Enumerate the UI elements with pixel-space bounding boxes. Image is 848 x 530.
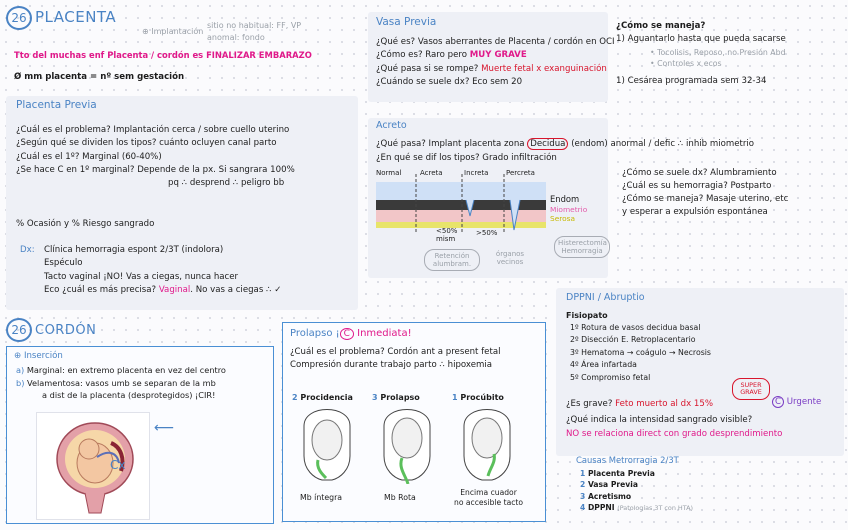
fig-3-caption-b: no accesible tacto xyxy=(454,497,524,507)
acreto-pct-2: >50% xyxy=(476,229,498,237)
dx-clinica: Clínica hemorragia espont 2/3T (indolora) xyxy=(44,245,224,255)
manejo-block xyxy=(616,20,786,89)
type-2-num: 3 xyxy=(372,393,378,402)
previa-dx-label: Dx: xyxy=(20,245,35,255)
acreto-manejo xyxy=(622,167,788,219)
cordon-number: 26 xyxy=(6,318,32,342)
dppni-title: DPPNI / Abruptio xyxy=(566,292,645,303)
fig-2-fetus xyxy=(392,418,422,458)
previa-title: Placenta Previa xyxy=(16,99,97,111)
placenta-header xyxy=(6,6,116,30)
dppni-fisio: Fisiopato xyxy=(566,311,608,320)
dppni-step-1: 1º Rotura de vasos decidua basal xyxy=(570,323,701,332)
previa-risk: % Ocasión y % Riesgo sangrado xyxy=(16,219,155,229)
insercion-b2: a dist de la placenta (desprotegidos) ¡CIR! xyxy=(42,390,216,401)
acreto-label-normal: Normal xyxy=(376,169,402,177)
cordon-title: CORDÓN xyxy=(35,323,97,338)
dppni-rel2: NO se relaciona direct con grado desprendimiento xyxy=(566,429,783,439)
causa-3: 3 Acretismo xyxy=(580,491,632,501)
vasa-lines xyxy=(376,36,615,89)
layer-endometrio xyxy=(376,200,546,210)
acreto-pct-1: <50% mism xyxy=(436,227,458,243)
previa-q4b: pq ∴ desprend ∴ peligro bb xyxy=(168,178,285,189)
causa-4: 4 DPPNI (Patologías 3T con HTA) xyxy=(580,503,694,513)
acreto-label-acreta: Acreta xyxy=(420,169,443,177)
causas-list xyxy=(580,468,693,514)
previa-q2: ¿Según qué se dividen los tipos? cuánto ocluyen canal parto xyxy=(16,138,277,149)
vasa-q3-text: ¿Qué pasa si se rompe? xyxy=(376,63,479,74)
implant-notes xyxy=(207,20,301,43)
uterus-figure xyxy=(36,412,150,520)
layer-miometrio xyxy=(376,210,546,222)
vasa-q3-muerte: Muerte fetal x exanguinación xyxy=(481,63,607,74)
causa-2: 2 Vasa Previa xyxy=(580,480,638,490)
acreto-q1-text: ¿Qué pasa? Implant placenta zona xyxy=(376,139,525,149)
dx-eco-note: . No vas a ciegas ∴ ✓ xyxy=(190,284,282,295)
vasa-title: Vasa Previa xyxy=(376,16,437,28)
causa-1: 1 Placenta Previa xyxy=(580,469,655,478)
fig-1-caption: Mb íntegra xyxy=(300,493,343,502)
manejo-b1: • Tocolisis, Reposo, no Presión Abd xyxy=(650,47,786,57)
vasa-q2-grave: MUY GRAVE xyxy=(469,50,527,61)
insercion-icon: ⊕ xyxy=(14,351,22,361)
acreto-q2: ¿En qué se dif los tipos? Grado infiltración xyxy=(376,153,557,163)
fig-3-svg xyxy=(456,406,518,484)
manejo-b2-text: Controles x ecos xyxy=(657,58,722,68)
dppni-grave-q: ¿Es grave? xyxy=(566,399,613,409)
fig-3-fetus xyxy=(472,418,502,458)
acreto-layer-legend xyxy=(550,194,587,223)
acreto-r2: ¿Cuál es su hemorragia? Postparto xyxy=(622,180,772,191)
dx-eco-vaginal: Vaginal xyxy=(158,284,191,295)
dppni-grave-a: Feto muerto al dx 15% xyxy=(615,399,714,409)
arrow-icon: ⟵ xyxy=(154,420,175,436)
fig-1-fetus xyxy=(312,420,342,460)
acreto-r1: ¿Cómo se suele dx? Alumbramiento xyxy=(622,168,777,178)
implant-label xyxy=(142,26,203,38)
urgent-c-icon: C xyxy=(772,396,784,408)
dx-eco xyxy=(44,284,281,297)
acreto-q1-rest: (endom) anormal / defic ∴ inhib miometrio xyxy=(571,139,755,149)
type-2-label: Prolapso xyxy=(380,393,420,402)
manejo-a1 xyxy=(616,33,786,46)
super-grave-badge: SUPER GRAVE xyxy=(732,378,770,400)
prolapso-title xyxy=(290,326,412,342)
previa-q1: ¿Cuál es el problema? Implantación cerca / sobre cuello uterino xyxy=(16,125,290,135)
causa-3-text: Acretismo xyxy=(587,491,632,501)
dppni-step-5: 5º Compromiso fetal xyxy=(570,372,651,382)
dppni-grave xyxy=(566,398,713,411)
legend-serosa: Serosa xyxy=(550,213,576,223)
cx-label: Cx xyxy=(110,458,126,472)
causa-4-text: DPPNI xyxy=(587,503,615,513)
prolapso-fig-2 xyxy=(376,406,438,484)
prolapso-q1: ¿Cuál es el problema? Cordón ant a present fetal xyxy=(290,347,501,357)
insercion-a xyxy=(16,364,226,377)
dppni-urgente-text: Urgente xyxy=(786,397,822,407)
type-3-num: 1 xyxy=(452,393,458,402)
placenta-number: 26 xyxy=(6,6,32,30)
acreto-note-organos: órganos vecinos xyxy=(495,250,525,267)
dx-tacto: Tacto vaginal ¡NO! Vas a ciegas, nunca hacer xyxy=(44,271,239,282)
dppni-step-3: 3º Hematoma → coágulo → Necrosis xyxy=(570,347,711,357)
insercion-title-text: Inserción xyxy=(23,351,63,361)
dppni-rel1: ¿Qué indica la intensidad sangrado visible? xyxy=(566,415,753,425)
acreto-title: Acreto xyxy=(376,120,407,131)
prolapso-c-icon: C xyxy=(340,328,354,340)
insercion-b-text: Velamentosa: vasos umb se separan de la mb xyxy=(27,377,216,388)
acreto-decidua: Decidua xyxy=(527,138,568,150)
fig-3-caption-a: Encima cuador xyxy=(460,488,517,497)
vasa-q2-text: ¿Cómo es? Raro pero xyxy=(376,50,467,61)
prolapso-immediata: Inmediata! xyxy=(357,328,412,339)
causas-title: Causas Metrorragia 2/3T xyxy=(576,455,679,465)
placenta-title: PLACENTA xyxy=(35,8,117,26)
vasa-q2 xyxy=(376,49,615,62)
acreto-note-histerectomia: Histerectomía Hemorragia xyxy=(554,236,610,258)
dppni-step-4: 4º Área infartada xyxy=(570,360,637,370)
type-1-label: Procidencia xyxy=(300,393,353,402)
implant-icon: ⊕ xyxy=(142,27,149,36)
implant-note-2: anomal: fondo xyxy=(207,32,265,42)
type-3-label: Procúbito xyxy=(460,393,504,402)
dppni-steps xyxy=(570,322,711,384)
uterus-svg xyxy=(37,413,149,519)
insercion-a-label: a) xyxy=(16,365,25,375)
insercion-b xyxy=(16,377,226,390)
acreto-q1 xyxy=(376,138,754,151)
manejo-b1-text: Tocolisis, Reposo, no Presión Abd xyxy=(657,47,786,57)
prolapso-type-1 xyxy=(292,392,353,404)
acreto-r3: ¿Cómo se maneja? Masaje uterino, etc xyxy=(622,193,789,204)
causa-2-text: Vasa Previa xyxy=(587,480,638,490)
insercion-b-label: b) xyxy=(16,377,25,388)
prolapso-q2: Compresión durante trabajo parto ∴ hipoxemia xyxy=(290,360,493,371)
fig-3-caption xyxy=(454,488,523,508)
prolapso-fig-1 xyxy=(296,406,358,484)
fetus-head xyxy=(79,439,99,459)
previa-lines xyxy=(16,124,295,191)
layer-placenta xyxy=(376,182,546,200)
dppni-urgente xyxy=(772,396,821,409)
insercion-lines xyxy=(16,364,226,402)
prolapso-type-3 xyxy=(452,392,504,404)
fig-1-svg xyxy=(296,406,358,484)
prolapso-type-2 xyxy=(372,392,420,404)
manejo-b2: • Controles x ecos xyxy=(650,58,722,68)
causa-1-text: Placenta Previa xyxy=(587,469,655,478)
cervix xyxy=(85,493,105,513)
placenta-warning: Tto del muchas enf Placenta / cordón es FINALIZAR EMBARAZO xyxy=(14,50,312,60)
legend-miometrio: Miometrio xyxy=(550,204,588,214)
prolapso-desc xyxy=(290,346,501,373)
acreto-note-retencion: Retención alumbram. xyxy=(424,249,480,271)
previa-q4: ¿Se hace C en 1º marginal? Depende de la px. Si sangrara 100% xyxy=(16,164,295,175)
manejo-a2-text: Cesárea programada sem 32-34 xyxy=(627,76,767,87)
manejo-a2 xyxy=(616,75,786,88)
manejo-question: ¿Cómo se maneja? xyxy=(616,21,706,31)
legend-endom: Endom xyxy=(550,194,580,204)
insercion-title xyxy=(14,350,63,363)
insercion-a-text: Marginal: en extremo placenta en vez del centro xyxy=(26,365,226,375)
fig-2-svg xyxy=(376,406,438,484)
previa-q3: ¿Cuál es el 1º? Marginal (60-40%) xyxy=(16,151,162,162)
type-1-num: 2 xyxy=(292,393,298,402)
cordon-header xyxy=(6,318,96,342)
acreto-label-increta: Increta xyxy=(464,169,489,177)
manejo-n1: 1) xyxy=(616,34,625,45)
vasa-q3 xyxy=(376,63,615,76)
prolapso-title-text: Prolapso ¡ xyxy=(290,328,340,339)
placenta-size-rule: Ø mm placenta = nº sem gestación xyxy=(14,72,185,82)
implant-note-1: sitio no habitual: FF, VP xyxy=(207,21,302,30)
implant-label-text: Implantación xyxy=(151,27,204,36)
acreto-label-percreta: Percreta xyxy=(506,169,535,177)
acreto-r4: y esperar a expulsión espontánea xyxy=(622,206,768,217)
vasa-q4: ¿Cuándo se suele dx? Eco sem 20 xyxy=(376,76,523,87)
dx-eco-q: Eco ¿cuál es más precisa? xyxy=(44,284,157,295)
prolapso-fig-3 xyxy=(456,406,518,484)
previa-dx-list xyxy=(44,244,281,297)
fig-2-caption: Mb Rota xyxy=(384,493,416,502)
vasa-q1: ¿Qué es? Vasos aberrantes de Placenta / cordón en OCI xyxy=(376,37,615,47)
causa-4-note: (Patologías 3T con HTA) xyxy=(617,504,694,513)
manejo-a1-text: Aguantarlo hasta que pueda sacarse xyxy=(627,34,786,45)
dx-especulo: Espéculo xyxy=(44,258,83,269)
dppni-step-2: 2º Disección E. Retroplacentario xyxy=(570,335,696,345)
manejo-n2: 1) xyxy=(616,76,625,87)
